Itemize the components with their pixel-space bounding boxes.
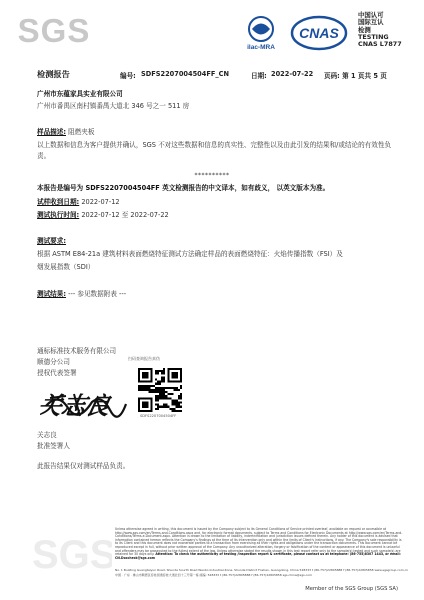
svg-text:SGS: SGS [32, 533, 112, 577]
page-indicator: 页码: 第 1 页共 5 页 [324, 72, 387, 80]
result-label: 测试结果: [37, 290, 67, 298]
verification-qr-code[interactable] [138, 368, 182, 412]
separator-stars: ********** [194, 172, 230, 179]
accreditation-line: 国际互认 [358, 18, 384, 27]
tested-label: 测试执行时间: [37, 211, 80, 219]
test-period [37, 210, 399, 221]
sgs-logo [14, 13, 94, 47]
report-number: SDFS2207004504FF_CN [141, 70, 230, 78]
report-date: 2022-07-22 [271, 70, 314, 78]
client-name: 广州市东蕴家具实业有限公司 [37, 90, 123, 98]
sample-label: 样品描述: [37, 128, 67, 136]
accreditation-text [358, 12, 402, 48]
report-number-label: 编号: [120, 72, 136, 80]
accreditation-line: 中国认可 [358, 11, 384, 19]
sample-value: 阻燃夹板 [68, 128, 95, 136]
requirement-label: 测试要求: [37, 237, 67, 245]
report-header [37, 70, 394, 84]
test-result [37, 289, 399, 300]
report-title: 检测报告 [37, 69, 70, 79]
tested-value: 2022-07-12 至 2022-07-22 [81, 211, 169, 219]
requirement-text-2: 烟发展指数（SDI） [37, 263, 95, 271]
accreditation-line: TESTING [358, 32, 389, 41]
result-value: --- 参见数据附表 --- [68, 290, 127, 298]
received-value: 2022-07-12 [81, 198, 120, 206]
accreditation-line: 检测 [358, 25, 371, 34]
signer-title: 批准签署人 [37, 442, 70, 450]
received-label: 试样收到日期: [37, 198, 80, 206]
footer-address-en: No. 1 Building Guangtaiyun Road, Shunde Sourth Road Wenbo Industrial Zone, Shunde District Foshan, Guangdong, China 528333 t (86-757)22805888 f (86-757)22805858 www.sgsgroup.com.cn [115, 568, 409, 572]
ilac-mra-logo [241, 14, 281, 52]
footer-legal-text: Unless otherwise agreed in writing, this document is issued by the Company subject to its General Conditions of Service printed overleaf, available on request or accessible at http://www.sgs.com/en/Terms-and-Conditions.aspx and, for electronic format documents, subject to Terms and Conditions for Electronic Documents at http://www.sgs.com/en/Terms-and-Conditions/Terms-e-Document.aspx. Attention is drawn to the limitation of liability, indemnification and jurisdiction issues defined therein. Any holder of this document is advised that information contained hereon reflects the Company's findings at the time of its intervention only and within the limits of Client's instructions, if any. The Company's sole responsibility is to its Client and this document does not exonerate parties to a transaction from exercising all their rights and obligations under the transaction documents. This document cannot be reproduced except in full, without prior written approval of the Company. Any unauthorized alteration, forgery or falsification of the content or appearance of this document is unlawful and offenders may be prosecuted to the fullest extent of the law. Unless otherwise stated the results shown in this test report refer only to the sample(s) tested and such sample(s) are retained for 30 days only. [115, 527, 403, 557]
client-address: 广州市番禺区南村镇番禺大道北 346 号之一 511 房 [37, 102, 190, 110]
branch-name: 顺德分公司 [37, 358, 70, 366]
signature-glyph: 关志良 [40, 391, 113, 420]
cnas-text: CNAS [299, 25, 339, 41]
received-date [37, 197, 399, 208]
result-disclaimer: 此报告结果仅对测试样品负责。 [37, 462, 130, 470]
accreditation-line: CNAS L7877 [358, 40, 402, 49]
translation-note: 本报告是编号为 SDFS2207004504FF 英文检测报告的中文译本，如有歧义， 以英文版本为准。 [37, 184, 330, 192]
footer-attention: Attention: To check the authenticity of testing /inspection report & certificate, please contact us at telephone: (86-755)8307 1443, or email: CN.Doccheck@sgs.com [115, 552, 401, 560]
authorized-signature-label: 授权代表签署 [37, 369, 77, 377]
sample-disclaimer: 以上数据和信息为客户提供并确认，SGS 不对这些数据和信息的真实性、完整性以及由此引发的结果和/或结论的有效性负责。 [37, 141, 392, 160]
company-name: 通标标准技术服务有限公司 [37, 347, 117, 355]
footer-member: Member of the SGS Group (SGS SA) [305, 586, 398, 592]
sgs-logo-text: SGS [17, 13, 91, 47]
date-label: 日期: [251, 72, 267, 80]
footer-legal [115, 528, 405, 560]
footer-address [115, 568, 408, 577]
sample-description [37, 127, 399, 138]
accreditation-block [241, 12, 413, 56]
cnas-logo [290, 14, 348, 52]
signature-image [40, 386, 130, 426]
requirement-text-1: 根据 ASTM E84-21a 建筑材料表面燃烧特征测试方法确定样品的表面燃烧特征：火焰传播指数（FSI）及 [37, 250, 343, 258]
signer-name: 关志良 [37, 431, 57, 439]
footer-address-cn: 中国 · 广东 · 佛山市顺德区容桂街道容桂大道北四十三号第一栋 邮编: 528333 t (86-757)22805888 f (86-757)22805858 sgs.china@sgs.com [115, 572, 313, 577]
ilac-text: ilac-MRA [247, 44, 275, 51]
qr-id: SDFS2207004504FF [140, 414, 177, 418]
qr-caption: 扫码查询报告真伪 [128, 356, 160, 361]
